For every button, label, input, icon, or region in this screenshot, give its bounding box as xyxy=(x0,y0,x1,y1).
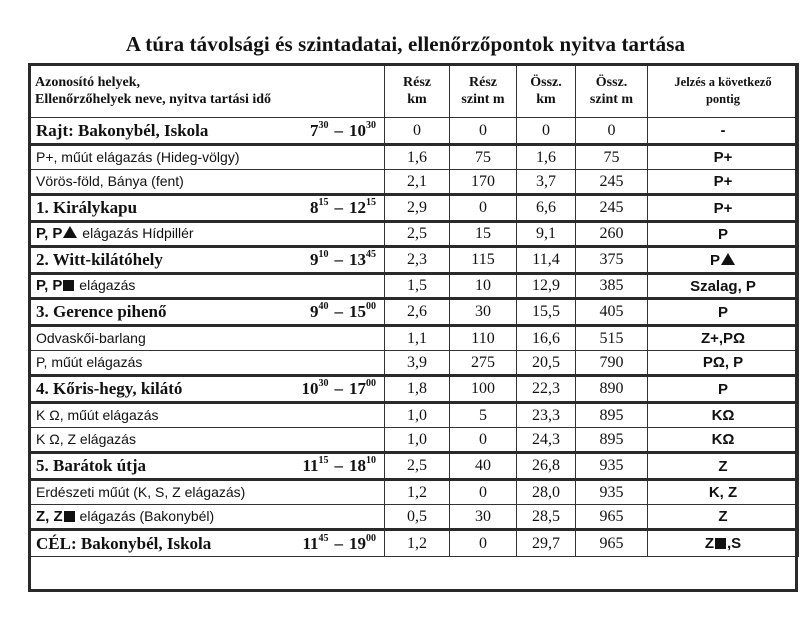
open-hour: 11 xyxy=(302,533,319,553)
cell-ossz-m: 895 xyxy=(576,403,648,428)
cell-ossz-m: 965 xyxy=(576,530,648,557)
cell-resz-km: 1,0 xyxy=(385,428,450,453)
open-hour: 7 xyxy=(310,120,319,140)
header-ossz-km-line2: km xyxy=(536,91,556,107)
close-hour: 12 xyxy=(349,198,366,217)
place-name: K Ω, műút elágazás xyxy=(36,406,159,423)
header-place-line1: Azonosító helyek, xyxy=(35,74,140,90)
trail-sign: KΩ xyxy=(711,431,735,448)
trail-sign: K, Z xyxy=(708,484,738,501)
cell-resz-km: 1,1 xyxy=(385,326,450,351)
table-frame xyxy=(28,63,798,592)
cell-ossz-km: 3,7 xyxy=(517,170,576,195)
place-name: Vörös-föld, Bánya (fent) xyxy=(36,172,184,189)
trail-sign: PΩ, P xyxy=(702,354,744,371)
trail-sign: Z xyxy=(718,457,728,475)
cell-ossz-m: 245 xyxy=(576,170,648,195)
header-ossz-km-line1: Össz. xyxy=(530,74,562,90)
trail-sign: P xyxy=(709,251,720,269)
cell-ossz-m: 245 xyxy=(576,195,648,222)
trail-sign: P+ xyxy=(713,199,733,217)
cell-resz-km: 0 xyxy=(385,118,450,145)
close-minute: 30 xyxy=(366,119,376,131)
cell-resz-m: 5 xyxy=(450,403,517,428)
cell-resz-m: 30 xyxy=(450,299,517,326)
time-dash: – xyxy=(334,456,343,475)
trail-sign: Z xyxy=(718,508,728,525)
cell-resz-m: 10 xyxy=(450,274,517,299)
open-minute: 15 xyxy=(318,455,329,467)
time-dash: – xyxy=(334,302,343,321)
place-name: P, műút elágazás xyxy=(36,353,143,370)
open-minute: 10 xyxy=(318,249,329,261)
cell-resz-m: 0 xyxy=(450,530,517,557)
cell-ossz-km: 28,5 xyxy=(517,505,576,530)
place-name-suffix: elágazás (Bakonybél) xyxy=(75,507,215,524)
cell-ossz-km: 26,8 xyxy=(517,453,576,480)
close-hour: 13 xyxy=(349,250,366,269)
place-name: 3. Gerence pihenő xyxy=(36,302,167,321)
time-dash: – xyxy=(334,120,343,140)
cell-ossz-km: 1,6 xyxy=(517,145,576,170)
place-name: Erdészeti műút (K, S, Z elágazás) xyxy=(36,483,246,500)
trail-sign-suffix: ,S xyxy=(726,535,742,552)
cell-ossz-m: 260 xyxy=(576,222,648,247)
header-resz-m-line2: szint m xyxy=(461,91,505,107)
header-resz-m-line1: Rész xyxy=(469,74,497,90)
trail-sign: P xyxy=(717,225,728,243)
trail-sign: P xyxy=(717,303,728,321)
trail-sign-prefix: Z xyxy=(704,535,714,552)
header-ossz-m-line2: szint m xyxy=(589,91,634,107)
place-name-prefix: P, P xyxy=(36,277,63,294)
cell-ossz-km: 16,6 xyxy=(517,326,576,351)
header-resz-km-line2: km xyxy=(407,91,427,107)
cell-resz-km: 1,0 xyxy=(385,403,450,428)
cell-ossz-m: 935 xyxy=(576,480,648,505)
cell-ossz-km: 28,0 xyxy=(517,480,576,505)
cell-ossz-m: 935 xyxy=(576,453,648,480)
cell-resz-km: 1,6 xyxy=(385,145,450,170)
trail-sign: P xyxy=(717,380,728,398)
trail-sign: Szalag, P xyxy=(690,277,756,295)
cell-resz-m: 0 xyxy=(450,428,517,453)
close-minute: 45 xyxy=(366,249,376,261)
place-name: P+, műút elágazás (Hideg-völgy) xyxy=(36,148,240,165)
cell-resz-m: 0 xyxy=(450,480,517,505)
header-sign-line1: Jelzés a következő xyxy=(674,74,772,89)
cell-ossz-m: 375 xyxy=(576,247,648,274)
time-dash: – xyxy=(334,250,343,269)
trail-sign: - xyxy=(720,122,726,139)
open-minute: 15 xyxy=(318,197,329,209)
open-hour: 8 xyxy=(310,198,319,217)
header-ossz-m-line1: Össz. xyxy=(595,74,628,90)
open-hour: 10 xyxy=(301,379,319,398)
trail-sign: P+ xyxy=(713,173,733,190)
cell-resz-m: 170 xyxy=(450,170,517,195)
cell-resz-m: 110 xyxy=(450,326,517,351)
close-minute: 00 xyxy=(366,532,376,544)
cell-resz-m: 75 xyxy=(450,145,517,170)
cell-ossz-m: 790 xyxy=(576,351,648,376)
cell-ossz-km: 20,5 xyxy=(517,351,576,376)
cell-resz-km: 2,9 xyxy=(385,195,450,222)
cell-resz-m: 0 xyxy=(450,118,517,145)
header-resz-km-line1: Rész xyxy=(403,74,431,90)
page-title: A túra távolsági és szintadatai, ellenőrzőpontok nyitva tartása xyxy=(125,32,686,56)
place-name: Odvaskői-barlang xyxy=(36,329,146,346)
close-hour: 19 xyxy=(349,533,366,553)
trail-sign: KΩ xyxy=(711,407,735,424)
cell-ossz-km: 6,6 xyxy=(517,195,576,222)
cell-resz-km: 1,2 xyxy=(385,480,450,505)
cell-ossz-km: 23,3 xyxy=(517,403,576,428)
cell-ossz-km: 22,3 xyxy=(517,376,576,403)
place-name: Rajt: Bakonybél, Iskola xyxy=(36,120,209,140)
cell-ossz-m: 405 xyxy=(576,299,648,326)
cell-resz-km: 2,6 xyxy=(385,299,450,326)
time-dash: – xyxy=(334,379,343,398)
open-minute: 30 xyxy=(318,378,329,390)
cell-ossz-km: 0 xyxy=(517,118,576,145)
cell-ossz-m: 385 xyxy=(576,274,648,299)
open-hour: 9 xyxy=(310,250,319,269)
time-dash: – xyxy=(334,533,343,553)
cell-ossz-km: 9,1 xyxy=(517,222,576,247)
cell-ossz-m: 965 xyxy=(576,505,648,530)
cell-resz-km: 3,9 xyxy=(385,351,450,376)
close-minute: 10 xyxy=(366,455,376,467)
cell-ossz-m: 0 xyxy=(576,118,648,145)
open-minute: 40 xyxy=(318,301,329,313)
trail-sign: Z+,PΩ xyxy=(700,330,746,347)
cell-resz-m: 15 xyxy=(450,222,517,247)
cell-resz-m: 30 xyxy=(450,505,517,530)
cell-resz-km: 1,5 xyxy=(385,274,450,299)
close-minute: 00 xyxy=(366,301,376,313)
cell-resz-m: 0 xyxy=(450,195,517,222)
close-minute: 00 xyxy=(366,378,376,390)
close-hour: 10 xyxy=(349,120,366,140)
cell-resz-km: 1,8 xyxy=(385,376,450,403)
cell-ossz-km: 11,4 xyxy=(517,247,576,274)
cell-ossz-km: 15,5 xyxy=(517,299,576,326)
close-hour: 17 xyxy=(349,379,366,398)
place-name: 4. Kőris-hegy, kilátó xyxy=(36,379,183,398)
cell-ossz-m: 75 xyxy=(576,145,648,170)
time-dash: – xyxy=(334,198,343,217)
cell-ossz-m: 890 xyxy=(576,376,648,403)
place-name-prefix: P, P xyxy=(36,225,63,242)
cell-resz-m: 40 xyxy=(450,453,517,480)
close-minute: 15 xyxy=(366,197,376,209)
place-name-prefix: Z, Z xyxy=(36,507,63,525)
place-name: K Ω, Z elágazás xyxy=(36,430,136,447)
place-name: 1. Királykapu xyxy=(36,198,138,217)
cell-resz-km: 2,3 xyxy=(385,247,450,274)
cell-ossz-m: 895 xyxy=(576,428,648,453)
cell-resz-km: 2,5 xyxy=(385,222,450,247)
place-name: 2. Witt-kilátóhely xyxy=(36,250,163,269)
close-hour: 18 xyxy=(349,456,366,475)
cell-resz-km: 2,1 xyxy=(385,170,450,195)
cell-ossz-km: 29,7 xyxy=(517,530,576,557)
header-sign-line2: pontig xyxy=(705,91,741,106)
open-hour: 9 xyxy=(310,302,319,321)
cell-ossz-km: 24,3 xyxy=(517,428,576,453)
place-name-suffix: elágazás xyxy=(75,277,136,293)
open-minute: 45 xyxy=(318,532,329,544)
open-minute: 30 xyxy=(318,119,329,131)
trail-sign: P+ xyxy=(713,149,733,166)
place-name: CÉL: Bakonybél, Iskola xyxy=(36,533,212,553)
cell-resz-km: 1,2 xyxy=(385,530,450,557)
cell-ossz-m: 515 xyxy=(576,326,648,351)
place-name-suffix: elágazás Hídpillér xyxy=(78,225,194,241)
header-place-line2: Ellenőrzőhelyek neve, nyitva tartási idő xyxy=(35,91,272,107)
cell-ossz-km: 12,9 xyxy=(517,274,576,299)
cell-resz-km: 0,5 xyxy=(385,505,450,530)
cell-resz-m: 115 xyxy=(450,247,517,274)
close-hour: 15 xyxy=(349,302,366,321)
cell-resz-m: 100 xyxy=(450,376,517,403)
cell-resz-km: 2,5 xyxy=(385,453,450,480)
cell-resz-m: 275 xyxy=(450,351,517,376)
place-name: 5. Barátok útja xyxy=(36,456,147,475)
open-hour: 11 xyxy=(302,456,319,475)
